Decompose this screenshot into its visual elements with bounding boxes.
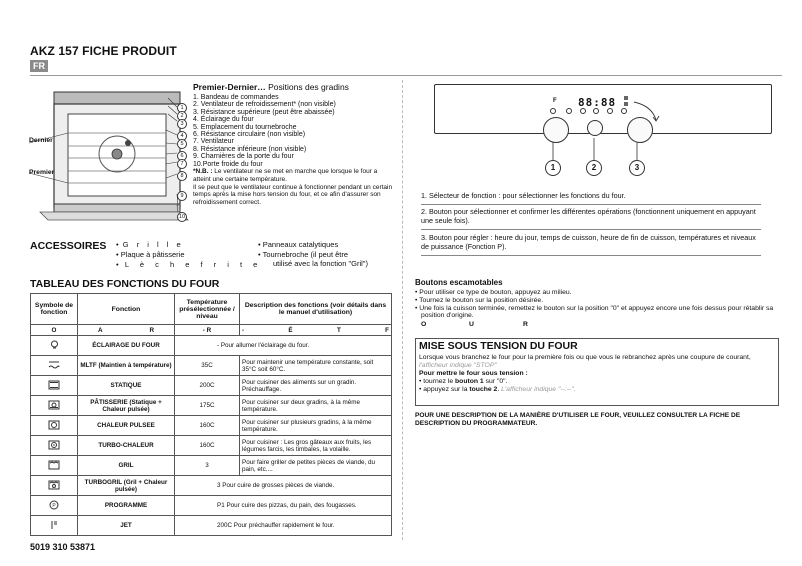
accessory-item: • L è c h e f r i t e xyxy=(116,260,262,269)
list-item-text: Une fois la cuisson terminée, remettez le bouton sur la position "0" et appuyez encore une fois dessus pour rétablir sa position d'origine. xyxy=(419,304,774,320)
function-temp: 3 xyxy=(175,456,240,476)
oven-callout-8: 8 xyxy=(177,171,187,181)
col-temp: Température présélectionnée / niveau xyxy=(175,294,240,325)
accessory-item: • Panneaux catalytiques xyxy=(258,240,339,249)
subrow-letter: T xyxy=(336,326,341,334)
step-text: • appuyez sur la xyxy=(419,386,468,393)
subrow-cell xyxy=(78,325,175,336)
table-row xyxy=(31,496,392,516)
function-description: Pour faire griller de petites pièces de viande, du pain, etc.... xyxy=(240,456,392,476)
function-name: TURBOGRIL (Gril + Chaleur pulsée) xyxy=(78,476,175,496)
pastry-icon xyxy=(31,396,78,416)
list-item: 1. Sélecteur de fonction : pour sélectionner les fonctions du four. xyxy=(421,191,626,200)
retractable-subrow xyxy=(415,321,780,329)
function-temp: 200C xyxy=(175,376,240,396)
callout-3: 3 xyxy=(629,160,645,176)
jet-icon xyxy=(31,516,78,536)
power-on-subheading: Pour mettre le four sous tension : xyxy=(419,370,528,377)
function-name: JET xyxy=(78,516,175,536)
accessories-heading: ACCESSOIRES xyxy=(30,240,107,252)
list-item: 5. Emplacement du tournebroche xyxy=(193,123,297,131)
accessory-item: • Tournebroche (il peut être xyxy=(258,250,349,259)
level-bottom-label: Premier xyxy=(29,169,55,176)
table-row xyxy=(31,376,392,396)
note-text-1: Le ventilateur ne se met en marche que lorsque le four a atteint une certaine température. xyxy=(193,168,378,183)
list-item: 8. Résistance inférieure (non visible) xyxy=(193,145,307,153)
list-item: 2. Ventilateur de refroidissement* (non visible) xyxy=(193,101,336,109)
function-description: Pour cuisiner sur deux gradins, à la même température. xyxy=(240,396,392,416)
list-item: 9. Charnières de la porte du four xyxy=(193,153,294,161)
oven-door xyxy=(54,204,180,212)
accessory-item: • G r i l l e xyxy=(116,240,184,249)
oven-callout-1: 1 xyxy=(177,103,187,113)
function-temp: 35C xyxy=(175,356,240,376)
oven-callout-2: 2 xyxy=(177,111,187,121)
table-row xyxy=(31,476,392,496)
list-item: 7. Ventilateur xyxy=(193,138,234,146)
function-name: PROGRAMME xyxy=(78,496,175,516)
col-description: Description des fonctions (voir détails dans le manuel d'utilisation) xyxy=(240,294,392,325)
subrow-cell: - R xyxy=(175,325,240,336)
static-icon xyxy=(31,376,78,396)
subrow-letter: - xyxy=(242,326,245,334)
retractable-list xyxy=(415,289,780,329)
step-text: • tournez le xyxy=(419,378,454,385)
function-name: ÉCLAIRAGE DU FOUR xyxy=(78,336,175,356)
callout-2: 2 xyxy=(586,160,602,176)
subrow-letter: É xyxy=(288,326,293,334)
function-name: GRIL xyxy=(78,456,175,476)
function-description: - Pour allumer l'éclairage du four. xyxy=(175,336,392,356)
table-row xyxy=(31,516,392,536)
list-item: • Une fois la cuisson terminée, remettez le bouton sur la position "0" et appuyez encore une fois dessus pour rétablir sa position d'origine. xyxy=(415,304,774,320)
callout-1: 1 xyxy=(545,160,561,176)
indicator-icon xyxy=(594,109,599,114)
list-item: • Pour utiliser ce type de bouton, appuyez au milieu. xyxy=(415,289,572,296)
subrow-letter: O xyxy=(421,321,427,329)
oven-callout-6: 6 xyxy=(177,151,187,161)
function-description: Pour maintenir une température constante, soit 35°C soit 60°C. xyxy=(240,356,392,376)
oven-callout-4: 4 xyxy=(177,131,187,141)
note-text-2: Il se peut que le ventilateur continue à fonctionner pendant un certain temps après la mise hors tension du four, et ce afin d'assurer son refroidissement correct. xyxy=(193,183,393,207)
accessory-label: L è c h e f r i t e xyxy=(124,260,262,269)
lamp-icon xyxy=(125,140,131,146)
function-name: CHALEUR PULSEE xyxy=(78,416,175,436)
oven-diagram xyxy=(28,88,193,226)
function-description: Pour cuisiner : Les gros gâteaux aux fruits, les légumes farcis, les timbales, la volaille. xyxy=(240,436,392,456)
fan-note xyxy=(193,168,393,207)
accessory-label: Plaque à pâtisserie xyxy=(120,250,185,259)
subrow-letter: R xyxy=(523,321,528,329)
indicator-icon xyxy=(581,109,586,114)
power-on-text xyxy=(419,354,771,394)
list-item: 1. Bandeau de commandes xyxy=(193,94,279,101)
language-badge: FR xyxy=(30,60,48,72)
accessory-item-cont: utilisé avec la fonction "Gril") xyxy=(273,259,368,268)
positions-title-bold: Premier-Dernier… xyxy=(193,82,266,92)
list-item: 3. Résistance supérieure (peut être abaissée) xyxy=(193,108,335,116)
col-function: Fonction xyxy=(78,294,175,325)
fan-icon xyxy=(112,149,122,159)
function-name: PÂTISSERIE (Statique + Chaleur pulsée) xyxy=(78,396,175,416)
oven-callout-10: 10 xyxy=(178,214,186,220)
function-temp: 160C xyxy=(175,436,240,456)
power-on-intro: Lorsque vous branchez le four pour la première fois ou que vous le rebranchez après une coupure de courant, xyxy=(419,354,751,361)
select-confirm-button[interactable] xyxy=(587,120,603,136)
function-selector-knob[interactable] xyxy=(543,117,569,143)
clock-display: 88:88 xyxy=(578,96,617,109)
power-on-heading: MISE SOUS TENSION DU FOUR xyxy=(419,340,578,352)
accessory-label: Tournebroche (il peut être xyxy=(262,250,349,259)
page-title: AKZ 157 FICHE PRODUIT xyxy=(30,44,177,58)
subrow-letter: R xyxy=(149,326,154,334)
subrow-letter: A xyxy=(98,326,103,334)
list-item-text: Pour utiliser ce type de bouton, appuyez au milieu. xyxy=(419,289,572,296)
header-divider xyxy=(30,75,782,76)
subrow-cell xyxy=(240,325,392,336)
adjust-knob[interactable] xyxy=(627,117,653,143)
subrow-cell: O xyxy=(31,325,78,336)
oven-callout-5: 5 xyxy=(177,139,187,149)
note-bold: *N.B. : xyxy=(193,168,213,175)
retractable-heading: Boutons escamotables xyxy=(415,278,503,287)
function-name: MLTF (Maintien à température) xyxy=(78,356,175,376)
programme-icon xyxy=(31,496,78,516)
oven-callout-7: 7 xyxy=(177,159,187,169)
col-symbol: Symbole de fonction xyxy=(31,294,78,325)
positions-title-rest: Positions des gradins xyxy=(265,82,349,92)
subrow-letter: U xyxy=(469,321,474,329)
status-led xyxy=(624,102,628,106)
display-dashes-text: L'afficheur indique "--:--". xyxy=(501,386,576,393)
indicator-icon xyxy=(551,109,556,114)
closing-note: POUR UNE DESCRIPTION DE LA MANIÈRE D'UTILISER LE FOUR, VEUILLEZ CONSULTER LA FICHE DE DESCRIPTION DU PROGRAMMATEUR. xyxy=(415,412,741,427)
function-name: STATIQUE xyxy=(78,376,175,396)
positions-title xyxy=(193,82,349,92)
table-subrow xyxy=(31,325,392,336)
list-item: 10.Porte froide du four xyxy=(193,160,263,168)
subrow-letter: F xyxy=(385,326,389,334)
function-letter: F xyxy=(553,98,557,104)
indicator-icon xyxy=(567,109,572,114)
control-strip xyxy=(54,92,180,104)
table-row xyxy=(31,456,392,476)
oven-callout-3: 3 xyxy=(177,119,187,129)
step-text: . xyxy=(497,386,500,393)
power-on-step-1 xyxy=(419,378,771,386)
table-row xyxy=(31,416,392,436)
display-stop-text: l'afficheur indique "STOP" xyxy=(419,362,497,369)
table-row xyxy=(31,356,392,376)
table-row xyxy=(31,436,392,456)
function-description: 200C Pour préchauffer rapidement le four. xyxy=(175,516,392,536)
svg-text:P: P xyxy=(52,502,56,509)
accessory-item: • Plaque à pâtisserie xyxy=(116,250,185,259)
function-description: Pour cuisiner des aliments sur un gradin. Préchauffage. xyxy=(240,376,392,396)
control-panel-drawing xyxy=(434,84,774,184)
accessory-label: G r i l l e xyxy=(122,240,184,249)
step-bold: touche 2 xyxy=(469,386,498,393)
accessory-label: Panneaux catalytiques xyxy=(262,240,339,249)
fan-icon xyxy=(31,416,78,436)
column-divider xyxy=(402,80,403,540)
grill-icon xyxy=(31,456,78,476)
lamp-icon xyxy=(31,336,78,356)
status-led xyxy=(624,96,628,100)
list-item: 2. Bouton pour sélectionner et confirmer les différentes opérations (fonctionnent uniquement en appuyant une seule fois). xyxy=(421,207,756,225)
list-item: 6. Résistance circulaire (non visible) xyxy=(193,131,306,139)
indicator-icon xyxy=(622,109,627,114)
table-row xyxy=(31,336,392,356)
indicator-icon xyxy=(608,109,613,114)
step-text: sur "0". xyxy=(485,378,508,385)
function-description: 3 Pour cuire de grosses pièces de viande. xyxy=(175,476,392,496)
power-on-step-2 xyxy=(419,386,771,394)
functions-table xyxy=(30,293,392,536)
step-bold: bouton 1 xyxy=(455,378,484,385)
positions-list xyxy=(193,94,393,168)
table-row xyxy=(31,396,392,416)
list-item: 3. Bouton pour régler : heure du jour, temps de cuisson, heure de fin de cuisson, températures et niveaux de puissance (Fonction P). xyxy=(421,233,756,251)
function-name: TURBO-CHALEUR xyxy=(78,436,175,456)
turbogrill-icon xyxy=(31,476,78,496)
product-code: 5019 310 53871 xyxy=(30,542,96,552)
functions-table-heading: TABLEAU DES FONCTIONS DU FOUR xyxy=(30,278,220,290)
function-description: P1 Pour cuire des pizzas, du pain, des fougasses. xyxy=(175,496,392,516)
function-temp: 160C xyxy=(175,416,240,436)
list-item: 4. Éclairage du four xyxy=(193,116,254,124)
oven-callout-9: 9 xyxy=(177,191,187,201)
low-heat-icon xyxy=(31,356,78,376)
function-temp: 175C xyxy=(175,396,240,416)
turbo-icon xyxy=(31,436,78,456)
list-item: • Tournez le bouton sur la position désirée. xyxy=(415,296,544,304)
level-top-label: Dernier xyxy=(29,137,53,144)
function-description: Pour cuisiner sur plusieurs gradins, à la même température. xyxy=(240,416,392,436)
list-item-text: Tournez le bouton sur la position désirée. xyxy=(419,296,544,304)
